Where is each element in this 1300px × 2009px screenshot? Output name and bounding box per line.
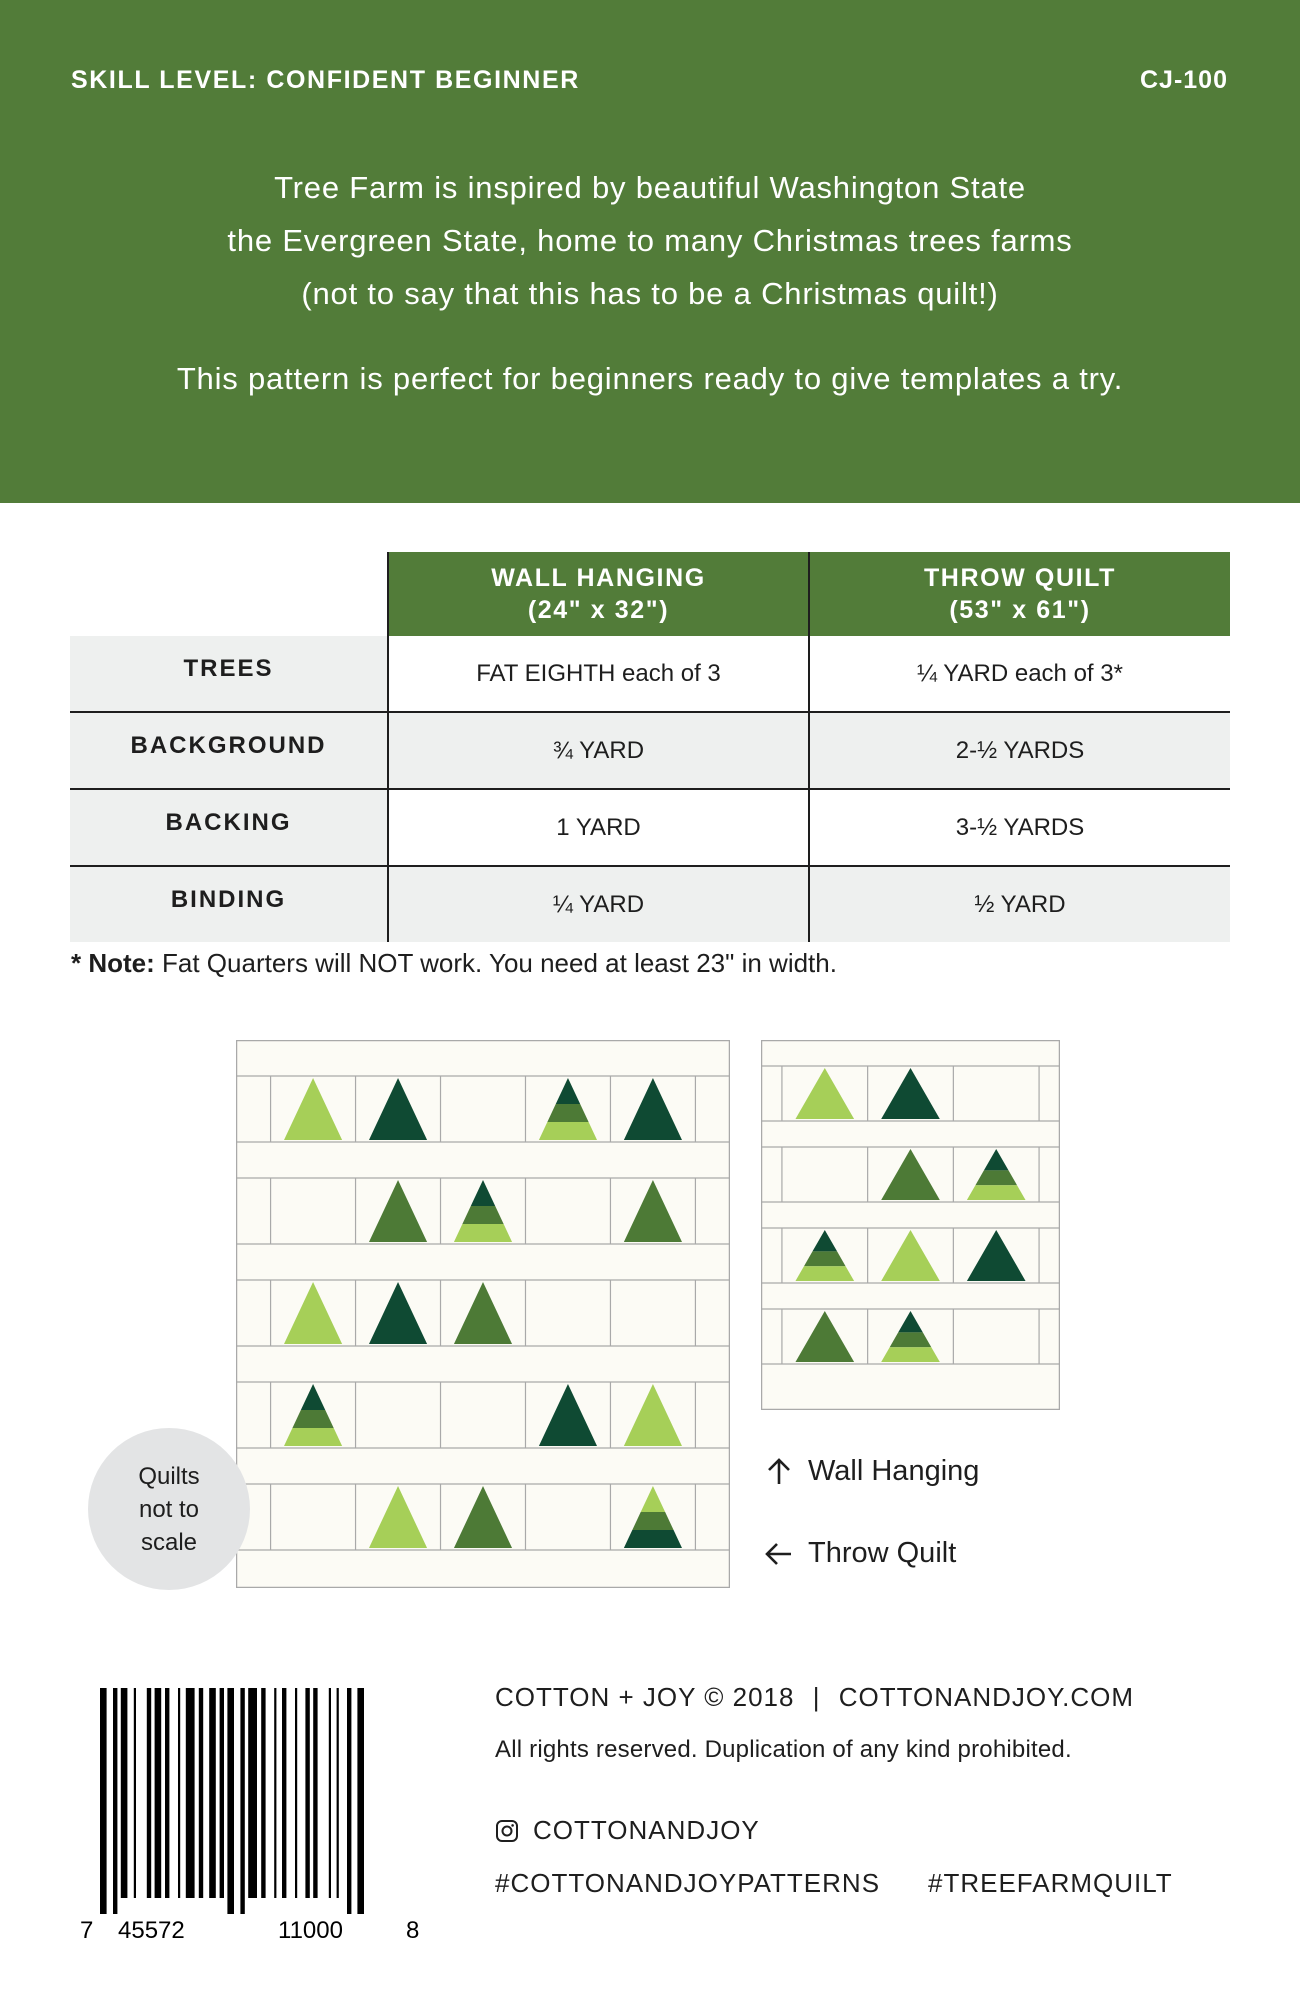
barcode-bar [121, 1688, 128, 1898]
barcode-bar [209, 1688, 216, 1898]
column-size: (53" x 61") [949, 596, 1091, 624]
row-label: TREES [70, 636, 388, 712]
barcode-bar [186, 1688, 195, 1898]
wall-value: 1 YARD [388, 789, 809, 866]
tree-band [284, 1428, 342, 1446]
barcode-bar [178, 1688, 180, 1898]
barcode-bar [155, 1688, 162, 1898]
rights-text: All rights reserved. Duplication of any kind prohibited. [495, 1736, 1072, 1763]
wall-value: ¼ YARD [388, 866, 809, 942]
badge-line: Quilts [138, 1462, 200, 1490]
separator: | [812, 1682, 821, 1712]
fabric-note [71, 948, 837, 979]
row-label: BACKGROUND [70, 712, 388, 789]
intro-line: the Evergreen State, home to many Christmas trees farms [227, 223, 1073, 258]
barcode-bar [147, 1688, 151, 1898]
arrow-left-icon [764, 1539, 794, 1569]
barcode-bar [313, 1688, 317, 1898]
table-row [70, 789, 1230, 866]
wall-value: ¾ YARD [388, 712, 809, 789]
copyright: COTTON + JOY © 2018 [495, 1682, 795, 1712]
barcode-bar [305, 1688, 309, 1898]
row-label: BACKING [70, 789, 388, 866]
barcode-bar [248, 1688, 257, 1898]
scale-badge [88, 1428, 250, 1590]
wall-value: FAT EIGHTH each of 3 [388, 636, 809, 712]
column-title: THROW QUILT [923, 564, 1117, 592]
note-text: Fat Quarters will NOT work. You need at least 23" in width. [154, 948, 837, 978]
barcode-bar [227, 1688, 234, 1914]
materials-table [70, 552, 1230, 942]
tree-band [454, 1224, 512, 1242]
table-row [70, 712, 1230, 789]
barcode-digit: 45572 [118, 1917, 185, 1944]
barcode-digit: 8 [406, 1917, 420, 1944]
barcode-digit: 7 [80, 1917, 94, 1944]
badge-line: scale [140, 1528, 197, 1556]
column-size: (24" x 32") [527, 596, 670, 624]
barcode-bar [165, 1688, 169, 1898]
barcode-bar [282, 1688, 286, 1898]
arrow-up-icon [764, 1457, 794, 1487]
barcode-bar [199, 1688, 203, 1898]
throw-value: 2-½ YARDS [809, 712, 1230, 789]
legend-wall [764, 1455, 979, 1488]
note-prefix: * Note: [71, 948, 155, 978]
instagram-icon [495, 1819, 519, 1843]
header-banner [0, 0, 1300, 503]
barcode-bar [240, 1688, 244, 1914]
table-corner [70, 552, 388, 636]
column-title: WALL HANGING [491, 564, 706, 592]
row-label: BINDING [70, 866, 388, 942]
barcode-bar [261, 1688, 265, 1898]
legend-throw [764, 1537, 956, 1570]
tree-band [795, 1266, 854, 1281]
barcode-bar [113, 1688, 117, 1914]
website-link[interactable]: COTTONANDJOY.COM [838, 1682, 1134, 1712]
skill-level: SKILL LEVEL: CONFIDENT BEGINNER [71, 66, 580, 94]
legend-wall-label: Wall Hanging [808, 1455, 980, 1487]
instagram-label: COTTONANDJOY [533, 1815, 760, 1845]
table-row [70, 866, 1230, 942]
throw-value: 3-½ YARDS [809, 789, 1230, 866]
legend-throw-label: Throw Quilt [808, 1537, 957, 1569]
pattern-code: CJ-100 [1140, 66, 1228, 94]
barcode-bar [329, 1688, 331, 1898]
intro-text [0, 161, 1300, 396]
tree-band [539, 1122, 597, 1140]
instagram-handle[interactable] [495, 1815, 760, 1846]
barcode-bar [347, 1688, 351, 1914]
column-header-throw [809, 552, 1230, 636]
throw-value: ¼ YARD each of 3* [809, 636, 1230, 712]
tree-band [967, 1185, 1026, 1200]
tree-band [624, 1530, 682, 1548]
table-row [70, 636, 1230, 712]
intro-line: Tree Farm is inspired by beautiful Washington State [274, 170, 1026, 205]
barcode-bar [134, 1688, 136, 1898]
copyright-line [495, 1682, 1134, 1713]
barcode-bar [357, 1688, 364, 1914]
wall-hanging-diagram [761, 1040, 1060, 1410]
column-header-wall [388, 552, 809, 636]
barcode-bar [220, 1688, 224, 1898]
tree-band [881, 1347, 940, 1362]
barcode-bar [337, 1688, 339, 1898]
throw-value: ½ YARD [809, 866, 1230, 942]
barcode-digit: 11000 [278, 1917, 343, 1944]
hashtag-quilt[interactable]: #TREEFARMQUILT [928, 1868, 1173, 1898]
throw-quilt-diagram [236, 1040, 730, 1588]
barcode [78, 1688, 438, 1950]
hashtag-brand[interactable]: #COTTONANDJOYPATTERNS [495, 1868, 881, 1898]
badge-line: not to [138, 1495, 200, 1523]
tagline: This pattern is perfect for beginners ready to give templates a try. [176, 361, 1124, 396]
barcode-bar [100, 1688, 107, 1914]
intro-line: (not to say that this has to be a Christmas quilt!) [301, 276, 999, 311]
barcode-bar [295, 1688, 297, 1898]
barcode-bar [274, 1688, 276, 1898]
